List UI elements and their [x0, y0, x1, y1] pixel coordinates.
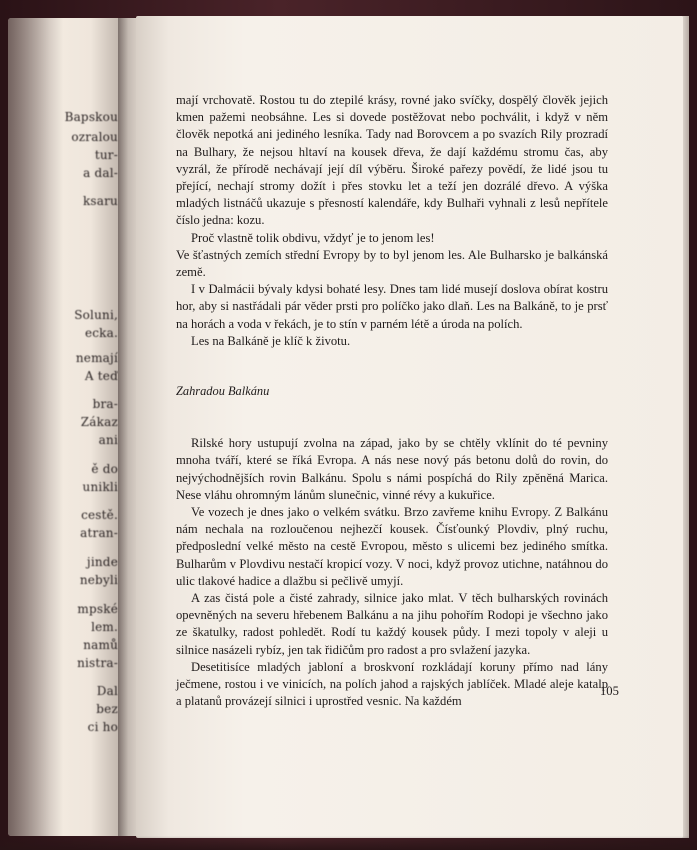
left-fragment: unikli	[82, 480, 118, 494]
right-page	[136, 16, 684, 838]
paragraph: Proč vlastně tolik obdivu, vždyť je to jenom les!	[191, 230, 435, 245]
page-edge	[683, 16, 689, 838]
left-fragment: Zákaz	[80, 415, 118, 429]
paragraph: mají vrchovatě. Rostou tu do ztepilé krásy, rovné jako svíčky, dospělý člověk jejich kmen pažemi neobsáhne. Les si dovede postěžovat nebo pochválit, i když v něm člověk nepotká ani jediného lesníka. Tady nad Borovcem a po svazích Rily prozradí na Bulhary, že nejsou hltaví na kousek dřeva, že dají každému stromu čas, aby vyzrál, že přírodě nechávají její díl výběru. Široké pařezy povědí, že lidé jsou tu přející, nechají stromy dožít i přes stovku let a teží jen dozrálé dřevo. A výška mladých listnáčů ukazuje s přesností kalendáře, kdy Bulhaři vyhnali z lesů nepřítele číslo jedna: kozu.	[176, 93, 608, 228]
paragraph: A zas čistá pole a čisté zahrady, silnice jako mlat. V těch bulharských rovinách opevněných na severu hřebenem Balkánu a na jihu pohořím Rodopi je všechno jako ze škatulky, radost pohledět. Rodí tu každý kousek půdy. I mezi topoly v aleji u silnice nasázeli rybíz, jen tak řidičům pro radost a pro svlažení jazyka.	[176, 591, 608, 657]
left-fragment: A teď	[84, 369, 118, 383]
paragraph: Desetitisíce mladých jabloní a broskvoní rozkládají koruny přímo nad lány ječmene, rostou i ve vinicích, na polích jahod a rajských jablíček. Mladé aleje katalp a platanů provázejí silnici i uprostřed vesnic. Na každém	[176, 659, 608, 709]
left-fragment: nebyli	[79, 573, 118, 587]
left-fragment: Bapskou	[64, 110, 118, 124]
bottom-shadow	[0, 836, 697, 850]
left-fragment: lem.	[91, 620, 118, 634]
paragraph: Ve šťastných zemích střední Evropy by to byl jenom les. Ale Bulharsko je balkánská země.	[176, 247, 608, 280]
left-fragment: mpské	[77, 602, 118, 616]
left-fragment: ci ho	[87, 720, 118, 734]
paragraph: Rilské hory ustupují zvolna na západ, jako by se chtěly vklínit do té pevniny mnoha tváří, které se říká Evropa. A nás nese nový pás betonu dolů do rovin, do nejvýchodnějších rovin Balkánu. Spolu s námi pospíchá do Rily zpěněná Marica. Nese vláhu ohromným lánům slunečnic, vinné révy a kukuřice.	[176, 436, 608, 502]
page-body-text	[176, 92, 608, 711]
left-page	[8, 18, 126, 836]
section-title: Zahradou Balkánu	[176, 384, 270, 399]
left-fragment: ě do	[91, 462, 118, 476]
left-fragment: ani	[98, 433, 118, 447]
left-fragment: bez	[96, 702, 118, 716]
left-fragment: cestě.	[81, 508, 118, 522]
left-fragment: ksaru	[82, 194, 118, 208]
left-fragment: jinde	[86, 555, 118, 569]
left-fragment: tur-	[94, 148, 118, 162]
left-fragment: nemají	[75, 351, 118, 365]
left-fragment: namů	[83, 638, 118, 652]
paragraph: Ve vozech je dnes jako o velkém svátku. Brzo zavřeme knihu Evropy. Z Balkánu nám nechala na rozloučenou nejhezčí kousek. Čísťounký Plovdiv, plný ruchu, předposlední velké město na cestě Evropou, město s ulicemi bez jediného smítka. Bulharům v Plovdivu nestačí kropicí vozy. V noci, když provoz utichne, natáhnou do ulic tlakové hadice a dlažbu si pečlivě umyjí.	[176, 505, 608, 588]
paragraph: I v Dalmácii bývaly kdysi bohaté lesy. Dnes tam lidé musejí doslova obírat kostru hor, aby si nastřádali pár věder prsti pro políčko jako dlaň. Les na Balkáně, to je prsť na horách a voda v řekách, je to stín v parném létě a úroda na polích.	[176, 282, 608, 331]
left-fragment: atran-	[80, 526, 118, 540]
left-fragment: a dal-	[83, 166, 118, 180]
left-fragment: nistra-	[77, 656, 118, 670]
left-fragment: ozralou	[71, 130, 118, 144]
page-number: 105	[600, 684, 619, 698]
left-fragment: bra-	[92, 397, 118, 411]
left-fragment: Dal	[96, 684, 118, 698]
paragraph: Les na Balkáně je klíč k životu.	[191, 333, 351, 348]
page-shadow	[8, 18, 63, 836]
left-fragment: Soluni,	[74, 308, 118, 322]
left-fragment: ecka.	[84, 326, 118, 340]
